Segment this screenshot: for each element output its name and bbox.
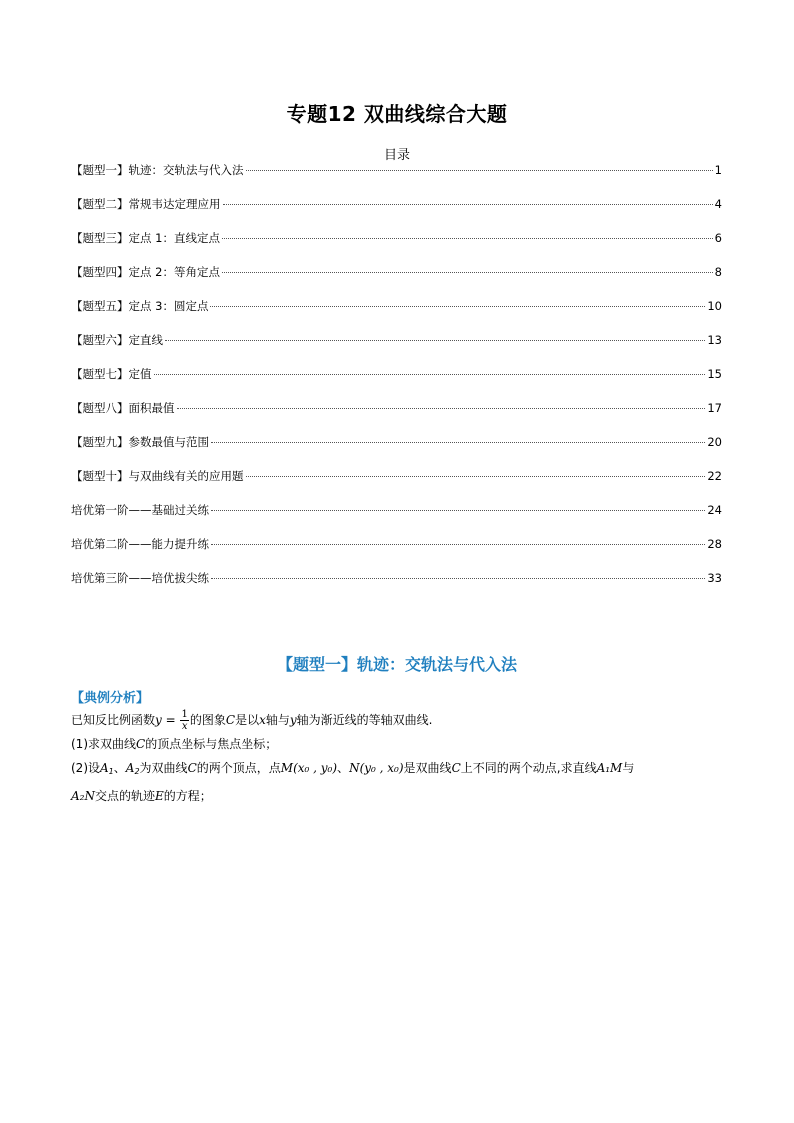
problem-text: 为双曲线 <box>139 761 188 775</box>
toc-entry-page: 1 <box>714 163 722 177</box>
problem-text: 已知反比例函数 <box>71 713 156 727</box>
section-heading: 【题型一】轨迹：交轨法与代入法 <box>276 655 517 674</box>
point-n-coords: (y₀ , x₀) <box>359 761 404 775</box>
toc-entry-page: 22 <box>707 469 722 483</box>
problem-text: 的方程； <box>163 789 212 803</box>
subscript: 1 <box>108 767 114 776</box>
problem-text: 与 <box>622 761 635 775</box>
fraction-denominator: x <box>181 721 188 732</box>
toc-entry-label: 培优第三阶——培优拔尖练 <box>71 571 209 585</box>
toc-dot-leader <box>211 510 705 511</box>
toc-entry-label: 培优第一阶——基础过关练 <box>71 503 209 517</box>
toc-entry[interactable] <box>71 264 722 298</box>
toc-entry-label: 【题型四】定点 2：等角定点 <box>71 265 220 279</box>
toc-entry[interactable] <box>71 196 722 230</box>
problem-text: 轴与 <box>265 713 290 727</box>
subscript: 2 <box>134 767 140 776</box>
toc-entry-label: 【题型十】与双曲线有关的应用题 <box>71 469 244 483</box>
math-var: C <box>187 761 197 775</box>
example-tag: 【典例分析】 <box>71 691 150 706</box>
math-var: C <box>136 737 146 751</box>
problem-statement <box>71 708 722 808</box>
math-var: E <box>155 789 164 803</box>
problem-intro-line <box>71 708 722 732</box>
toc-entry-label: 【题型六】定直线 <box>71 333 163 347</box>
toc-dot-leader <box>211 544 705 545</box>
toc-dot-leader <box>165 340 705 341</box>
question-2-line-1 <box>71 756 722 784</box>
point-m-coords: (x₀ , y₀) <box>293 761 338 775</box>
toc-dot-leader <box>211 578 705 579</box>
toc-entry-label: 【题型九】参数最值与范围 <box>71 435 209 449</box>
toc-dot-leader <box>177 408 706 409</box>
problem-text: 交点的轨迹 <box>94 789 155 803</box>
toc-entry-page: 6 <box>714 231 722 245</box>
problem-text: 的顶点坐标与焦点坐标； <box>145 737 278 751</box>
problem-text: 、 <box>113 761 126 775</box>
toc-entry-label: 【题型二】常规韦达定理应用 <box>71 197 221 211</box>
toc-entry-page: 8 <box>714 265 722 279</box>
problem-text: 的图象 <box>189 713 226 727</box>
problem-text: 轴为渐近线的等轴双曲线. <box>296 713 433 727</box>
math-var: C <box>225 713 236 727</box>
math-var: x <box>259 713 266 727</box>
toc-dot-leader <box>222 272 713 273</box>
toc-entry-page: 10 <box>707 299 722 313</box>
question-1 <box>71 732 722 756</box>
toc-entry-page: 20 <box>707 435 722 449</box>
problem-text: (1)求双曲线 <box>71 737 136 751</box>
toc-dot-leader <box>222 238 713 239</box>
toc-heading: 目录 <box>383 148 410 163</box>
toc-entry-page: 33 <box>707 571 722 585</box>
toc-dot-leader <box>211 442 705 443</box>
table-of-contents <box>71 162 722 604</box>
problem-text: 上不同的两个动点,求直线 <box>460 761 597 775</box>
toc-entry[interactable] <box>71 162 722 196</box>
fraction <box>180 709 188 732</box>
problem-text: 、 <box>337 761 350 775</box>
math-var: A <box>100 761 109 775</box>
toc-entry[interactable] <box>71 502 722 536</box>
toc-entry-label: 【题型七】定值 <box>71 367 152 381</box>
toc-entry-page: 4 <box>714 197 722 211</box>
line-a2n: A₂N <box>71 789 95 803</box>
toc-entry[interactable] <box>71 468 722 502</box>
problem-text: 的两个顶点，点 <box>196 761 281 775</box>
toc-entry[interactable] <box>71 230 722 264</box>
question-2-line-2 <box>71 784 722 808</box>
toc-entry-label: 【题型一】轨迹：交轨法与代入法 <box>71 163 244 177</box>
problem-text: 是以 <box>235 713 260 727</box>
point-m: M <box>280 761 294 775</box>
function-lhs: y = <box>155 713 180 727</box>
problem-text: (2)设 <box>71 761 100 775</box>
toc-dot-leader <box>246 476 706 477</box>
toc-entry-page: 28 <box>707 537 722 551</box>
toc-entry-label: 【题型八】面积最值 <box>71 401 175 415</box>
toc-entry-label: 【题型五】定点 3：圆定点 <box>71 299 209 313</box>
point-n: N <box>349 761 360 775</box>
fraction-numerator: 1 <box>181 709 188 720</box>
toc-entry-label: 培优第二阶——能力提升练 <box>71 537 209 551</box>
toc-entry-page: 24 <box>707 503 722 517</box>
toc-entry[interactable] <box>71 570 722 604</box>
math-var: y <box>289 713 297 727</box>
document-title: 专题12 双曲线综合大题 <box>286 102 508 126</box>
toc-entry[interactable] <box>71 366 722 400</box>
toc-dot-leader <box>154 374 706 375</box>
toc-dot-leader <box>246 170 713 171</box>
math-var: A <box>125 761 135 775</box>
problem-text: 是双曲线 <box>403 761 452 775</box>
toc-entry-page: 13 <box>707 333 722 347</box>
toc-dot-leader <box>210 306 705 307</box>
toc-dot-leader <box>223 204 713 205</box>
toc-entry-label: 【题型三】定点 1：直线定点 <box>71 231 220 245</box>
toc-entry[interactable] <box>71 536 722 570</box>
toc-entry-page: 15 <box>707 367 722 381</box>
toc-entry[interactable] <box>71 400 722 434</box>
toc-entry-page: 17 <box>707 401 722 415</box>
math-var: C <box>451 761 461 775</box>
toc-entry[interactable] <box>71 332 722 366</box>
line-a1m: A₁M <box>596 761 623 775</box>
toc-entry[interactable] <box>71 434 722 468</box>
toc-entry[interactable] <box>71 298 722 332</box>
